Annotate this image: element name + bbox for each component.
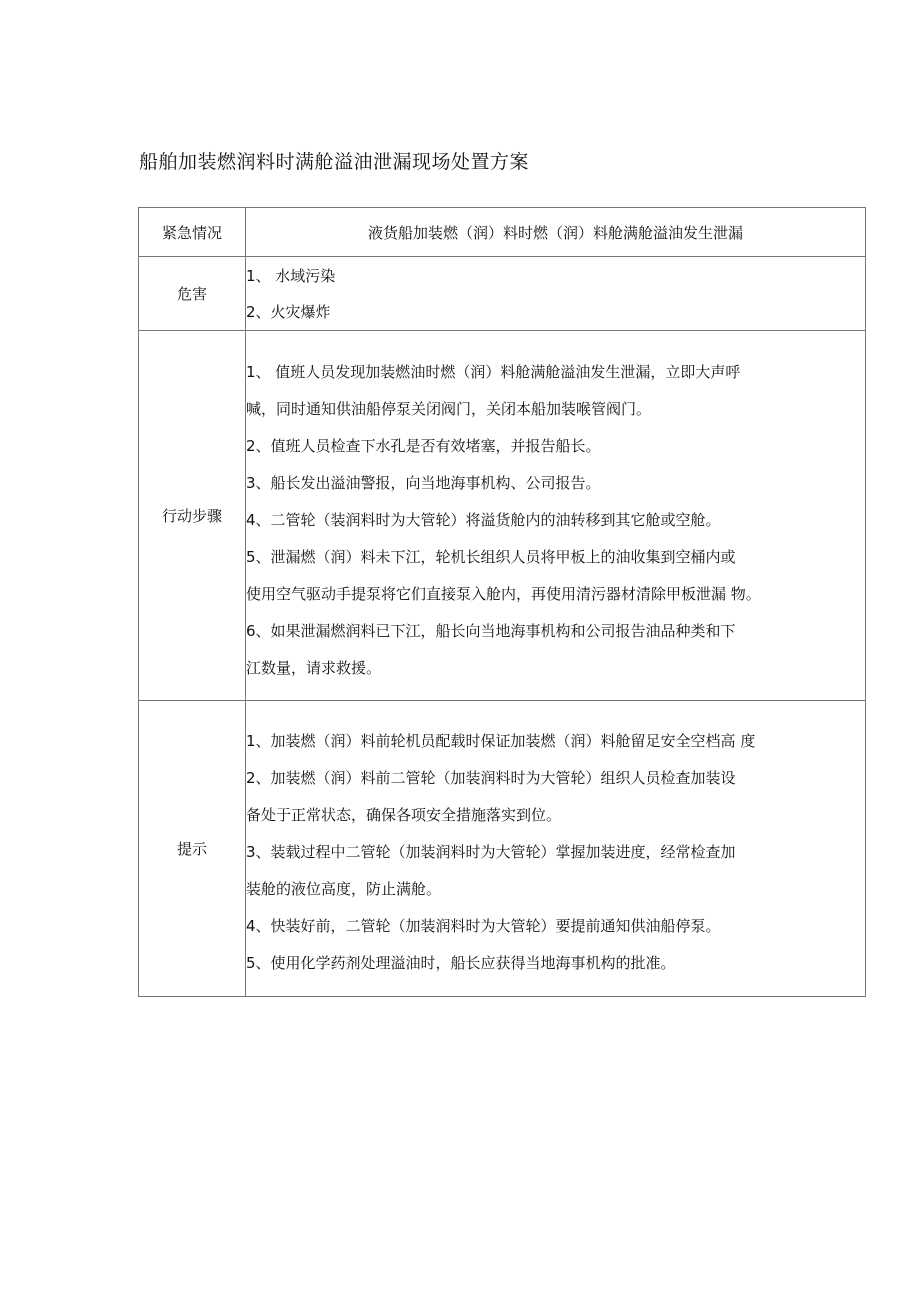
- action-line: 喊，同时通知供油船停泵关闭阀门，关闭本船加装喉管阀门。: [246, 400, 652, 419]
- action-line: 使用空气驱动手提泵将它们直接泵入舱内，再使用清污器材清除甲板泄漏 物。: [246, 584, 761, 603]
- tip-line: 装舱的液位高度，防止满舱。: [246, 879, 442, 898]
- emergency-label: 紧急情况: [139, 208, 246, 257]
- action-line: 5、泄漏燃（润）料未下江，轮机长组织人员将甲板上的油收集到空桶内或: [246, 547, 736, 566]
- tip-line: 1、加装燃（润）料前轮机员配载时保证加装燃（润）料舱留足安全空档高 度: [246, 732, 756, 751]
- tip-line: 备处于正常状态，确保各项安全措施落实到位。: [246, 806, 562, 825]
- action-line: 1、 值班人员发现加装燃油时燃（润）料舱满舱溢油发生泄漏，立即大声呼: [246, 363, 741, 382]
- actions-label: 行动步骤: [139, 331, 246, 701]
- action-line: 江数量，请求救援。: [246, 658, 382, 677]
- hazard-content: [246, 257, 866, 331]
- action-line: 3、船长发出溢油警报，向当地海事机构、公司报告。: [246, 474, 601, 493]
- hazard-line: 2、火灾爆炸: [246, 302, 331, 321]
- tips-content: [246, 701, 866, 997]
- table-row-hazard: [139, 257, 866, 331]
- table-row-actions: [139, 331, 866, 701]
- tip-line: 5、使用化学药剂处理溢油时，船长应获得当地海事机构的批准。: [246, 953, 676, 972]
- response-plan-table: [138, 207, 866, 997]
- document-title: 船舶加装燃润料时满舱溢油泄漏现场处置方案: [139, 151, 530, 173]
- tips-label: 提示: [139, 701, 246, 997]
- hazard-line: 1、 水域污染: [246, 266, 336, 285]
- emergency-description: 液货船加装燃（润）料时燃（润）料舱满舱溢油发生泄漏: [246, 208, 866, 257]
- actions-content: [246, 331, 866, 701]
- tip-line: 2、加装燃（润）料前二管轮（加装润料时为大管轮）组织人员检查加装设: [246, 769, 736, 788]
- action-line: 2、值班人员检查下水孔是否有效堵塞，并报告船长。: [246, 437, 601, 456]
- tip-line: 4、快装好前，二管轮（加装润料时为大管轮）要提前通知供油船停泵。: [246, 916, 721, 935]
- table-row-tips: [139, 701, 866, 997]
- action-line: 6、如果泄漏燃润料已下江，船长向当地海事机构和公司报告油品种类和下: [246, 621, 736, 640]
- action-line: 4、二管轮（装润料时为大管轮）将溢货舱内的油转移到其它舱或空舱。: [246, 511, 721, 530]
- tip-line: 3、装载过程中二管轮（加装润料时为大管轮）掌握加装进度，经常检查加: [246, 843, 736, 862]
- hazard-label: 危害: [139, 257, 246, 331]
- table-row-emergency: [139, 208, 866, 257]
